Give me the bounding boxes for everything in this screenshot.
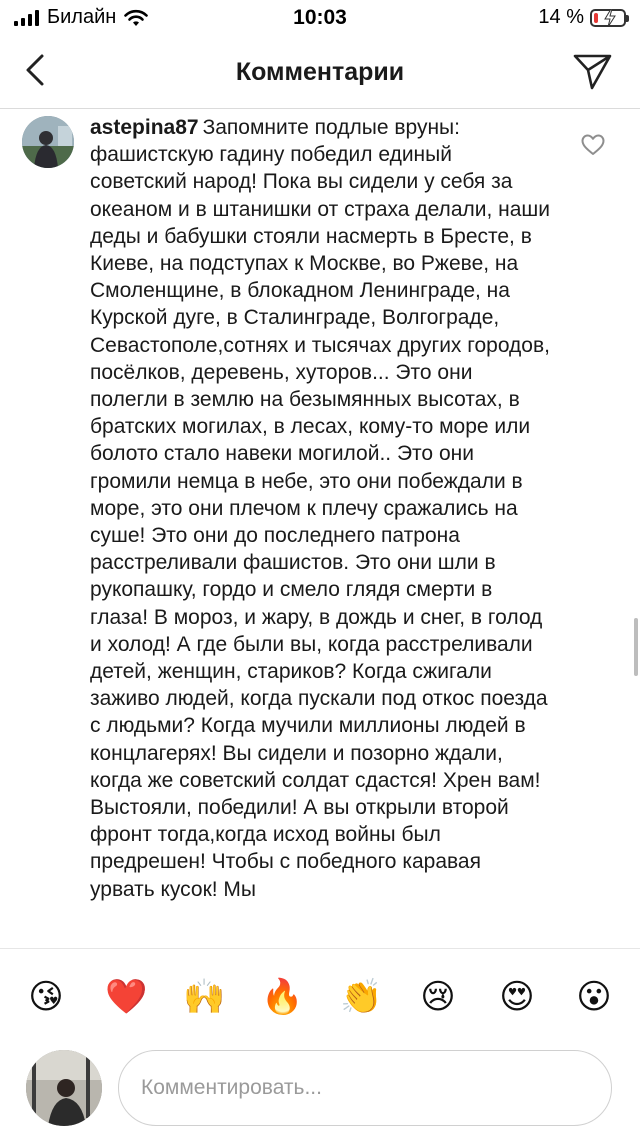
battery-icon [590, 9, 626, 27]
avatar-photo [22, 116, 74, 168]
avatar-photo [26, 1050, 102, 1126]
comment-input[interactable] [118, 1050, 612, 1126]
charging-bolt-icon [603, 9, 617, 27]
red-heart-emoji[interactable]: ❤️ [105, 977, 148, 1017]
comment-username[interactable]: astepina87 [90, 116, 199, 139]
battery-level-fill [594, 13, 598, 23]
status-right [538, 6, 626, 29]
status-bar [0, 0, 640, 36]
crying-face-emoji[interactable]: 😢 [420, 977, 456, 1017]
battery-percent: 14 % [538, 6, 584, 28]
header [0, 36, 640, 109]
heart-outline-icon [581, 134, 605, 156]
face-blowing-kiss-emoji[interactable]: 😘 [28, 977, 64, 1017]
raising-hands-emoji[interactable]: 🙌 [183, 977, 226, 1017]
paper-plane-icon [572, 50, 614, 92]
emoji-quick-bar [0, 948, 640, 1045]
fire-emoji[interactable]: 🔥 [261, 977, 304, 1017]
astonished-face-emoji[interactable]: 😮 [576, 977, 612, 1017]
comment-body [90, 114, 550, 903]
share-button[interactable] [572, 50, 614, 92]
like-comment-button[interactable] [581, 134, 605, 156]
page-title: Комментарии [235, 58, 405, 86]
comment-item [0, 108, 640, 948]
clapping-hands-emoji[interactable]: 👏 [340, 977, 383, 1017]
commenter-avatar[interactable] [22, 116, 74, 168]
my-avatar [26, 1050, 102, 1126]
comment-composer [0, 1044, 640, 1138]
status-time: 10:03 [293, 6, 347, 29]
comment-text: Запомните подлые вруны: фашистскую гадину победил единый советский народ! Пока вы сидели у себя за океаном и в штанишки от страха делали, наши деды и бабушки стояли насмерть в Бресте, в Киеве, на подступах к Москве, во Ржеве, на Смоленщине, в блокадном Ленинграде, на Курской дуге, в Сталинграде, Волгограде, Севастополе,сотнях и тысячах других городов, посёлков, деревень, хуторов... Это они полегли в землю на безымянных высотах, в братских могилах, в лесах, кому-то море или болото стало навеки могилой.. Это они громили немца в небе, это они побеждали в море, это они плечом к плечу сражались на суше! Это они до последнего патрона расстреливали фашистов. Это они шли в рукопашку, гордо и смело глядя смерти в глаза! В мороз, и жару, в дождь и снег, в голод и холод! А где были вы, когда расстреливали детей, женщин, стариков? Когда сжигали заживо людей, когда пускали под откос поезда с людьми? Когда мучили миллионы людей в концлагерях! Вы сидели и позорно ждали, когда же советский солдат сдастся! Хрен вам! Выстояли, победили! А вы открыли второй фронт тогда,когда исход войны был предрешен! Чтобы с победного каравая урвать кусок! Мы [90, 116, 551, 901]
heart-eyes-emoji[interactable]: 😍 [499, 977, 535, 1017]
scrollbar[interactable] [634, 618, 638, 676]
carrier-name: Билайн [47, 6, 117, 28]
